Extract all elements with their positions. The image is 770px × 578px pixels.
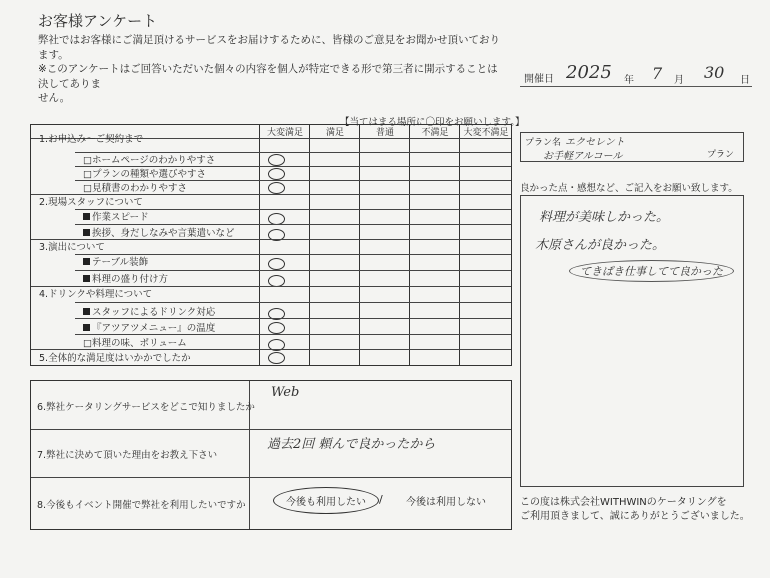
item-label: □見積書のわかりやすさ (83, 183, 187, 194)
intro-line: せん。 (38, 92, 71, 104)
date-label: 開催日 (524, 74, 554, 85)
option-separator: / (379, 493, 383, 506)
item-label: スタッフによるドリンク対応 (83, 304, 215, 318)
question-6: 6.弊社ケータリングサービスをどこで知りましたか (37, 402, 255, 413)
section-label: 3.演出について (39, 242, 105, 253)
date-year-unit: 年 (624, 75, 634, 86)
grid-line (309, 125, 310, 365)
item-label: テーブル装飾 (83, 254, 148, 268)
thanks-line: ご利用頂きまして、誠にありがとうございました。 (520, 511, 750, 522)
column-header: 大変満足 (259, 125, 310, 138)
answer-circle[interactable] (268, 258, 285, 270)
comment-line: てきぱき仕事してて良かった (569, 260, 734, 282)
questions-table (30, 380, 512, 530)
section-label: 5.全体的な満足度はいかかでしたか (39, 353, 191, 364)
comments-label: 良かった点・感想など、ご記入をお願い致します。 (520, 183, 738, 194)
answer-circle[interactable] (268, 352, 285, 364)
comments-field[interactable] (520, 195, 744, 487)
event-date-field[interactable] (520, 62, 752, 87)
table-row (31, 429, 511, 430)
item-label: □ホームページのわかりやすさ (83, 155, 216, 166)
grid-line (359, 125, 360, 365)
checkbox-filled-icon (83, 275, 90, 282)
item-label: 料理の盛り付け方 (83, 271, 168, 285)
item-label: 作業スピード (83, 209, 149, 223)
plan-label: プラン名 (525, 138, 562, 148)
thanks-line: この度は株式会社WITHWINのケータリングを (520, 497, 727, 508)
answer-circle[interactable] (268, 322, 285, 334)
survey-instruction: 【当てはまる場所に〇印をお願いします。】 (340, 117, 525, 128)
answer-6[interactable]: Web (271, 385, 300, 400)
table-row (75, 318, 511, 319)
thanks-message (520, 496, 760, 524)
question-8: 8.今後もイベント開催で弊社を利用したいですか (37, 500, 246, 511)
checkbox-filled-icon (83, 324, 90, 331)
column-header: 満足 (309, 125, 360, 138)
comment-line: 料理が美味しかった。 (539, 210, 670, 225)
option-yes[interactable]: 今後も利用したい (273, 487, 379, 514)
form-title: お客様アンケート (38, 12, 158, 30)
grid-line (409, 125, 410, 365)
plan-line1: エクセレント (565, 137, 625, 148)
answer-circle[interactable] (268, 154, 285, 166)
item-label: □プランの種類や選びやすさ (83, 169, 206, 180)
item-label: 『アツアツメニュー』の温度 (83, 320, 215, 334)
plan-name-field[interactable] (520, 132, 744, 162)
option-no[interactable]: 今後は利用しない (406, 497, 486, 508)
item-label: 挨拶、身だしなみや言葉遣いなど (83, 225, 235, 239)
answer-circle[interactable] (268, 182, 285, 194)
grid-line (259, 125, 260, 365)
section-label: 2.現場スタッフについて (39, 197, 143, 208)
checkbox-filled-icon (83, 258, 90, 265)
date-month-unit: 月 (674, 75, 684, 86)
intro-text (38, 33, 508, 106)
satisfaction-table (30, 124, 512, 366)
table-row (31, 477, 511, 478)
intro-line: 弊社ではお客様にご満足頂けるサービスをお届けするために、皆様のご意見をお聞かせ頂いております。 (38, 34, 500, 61)
table-row (75, 302, 511, 303)
column-header: 不満足 (409, 125, 460, 138)
checkbox-filled-icon (83, 229, 90, 236)
section-label: 1.お申込み～ご契約まで (39, 134, 144, 145)
date-day-unit: 日 (740, 75, 750, 86)
comment-line: 木原さんが良かった。 (535, 238, 666, 253)
plan-line2: お手軽アルコール (543, 151, 623, 162)
date-month: 7 (652, 64, 663, 83)
plan-suffix: プラン (707, 150, 735, 160)
intro-line: ※このアンケートはご回答いただいた個々の内容を個人が特定できる形で第三者に開示することは決してありま (38, 63, 498, 90)
date-day: 30 (704, 63, 725, 82)
section-label: 4.ドリンクや料理について (39, 289, 153, 300)
column-header: 普通 (359, 125, 410, 138)
date-year: 2025 (566, 62, 612, 83)
checkbox-filled-icon (83, 308, 90, 315)
item-label: □料理の味、ボリューム (83, 338, 187, 349)
column-header: 大変不満足 (459, 125, 512, 138)
question-7: 7.弊社に決めて頂いた理由をお教え下さい (37, 450, 218, 461)
answer-circle[interactable] (268, 168, 285, 180)
grid-line (459, 125, 460, 365)
answer-7[interactable]: 過去2回 頼んで良かったから (267, 437, 436, 452)
checkbox-filled-icon (83, 213, 90, 220)
